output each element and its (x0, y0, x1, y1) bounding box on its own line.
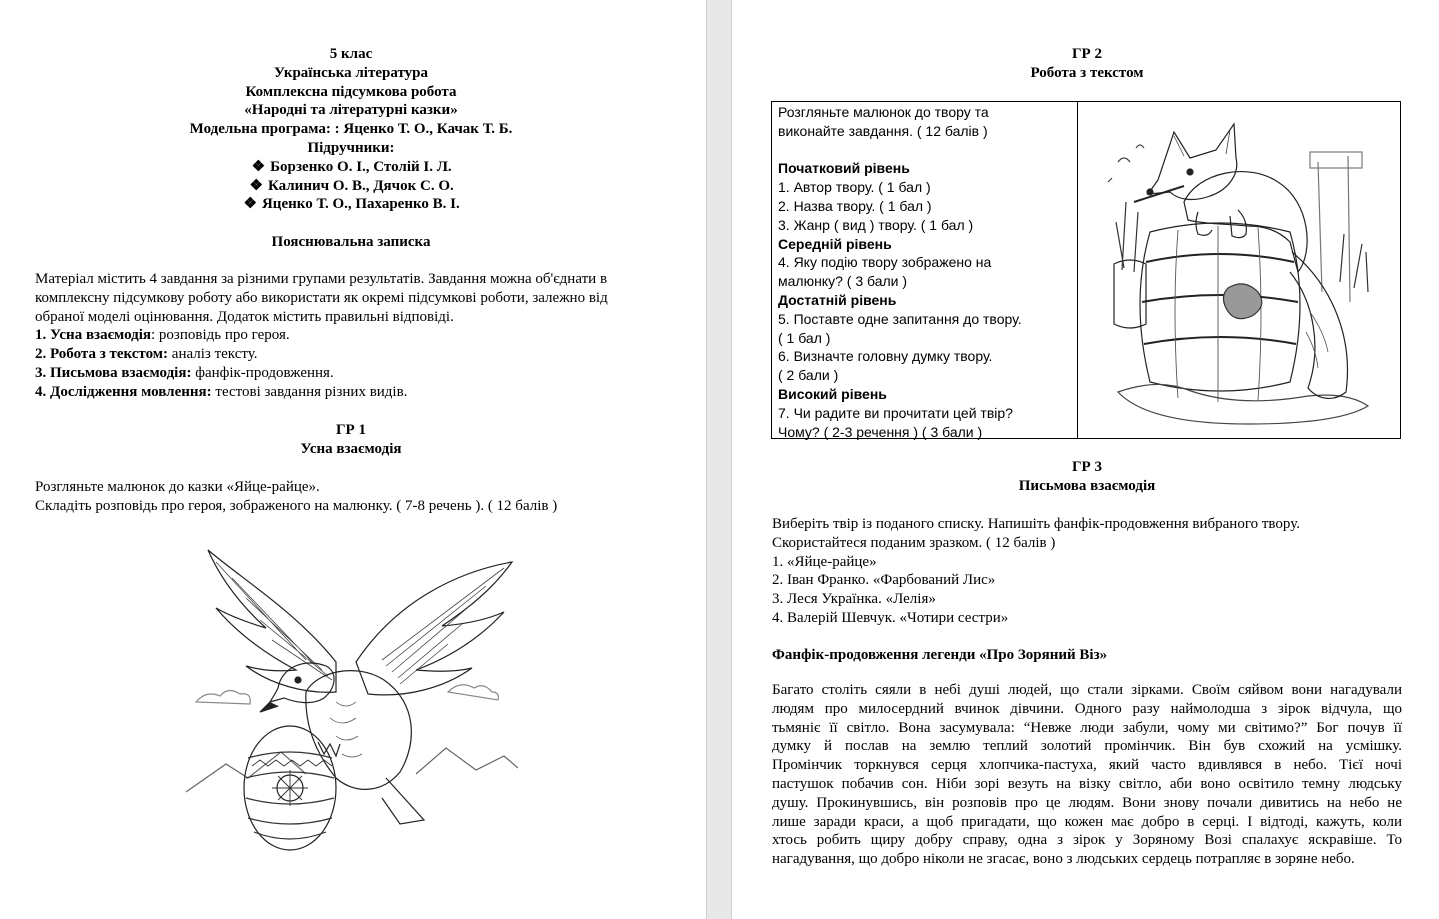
gr3-work-option: 4. Валерій Шевчук. «Чотири сестри» (772, 609, 1009, 626)
topic-line: «Народні та літературні казки» (244, 102, 458, 119)
subject-line: Українська література (274, 64, 428, 81)
note-line: обраної моделі оцінювання. Додаток містить правильні відповіді. (35, 308, 454, 325)
gr2-task-cell (772, 102, 1078, 438)
note-item: 2. Робота з текстом: аналіз тексту. (35, 346, 258, 363)
bullet-icon: ❖ (243, 196, 257, 213)
fanfic-line: тьмяніє її світло. Вона засумувала: “Невже люди забули, чому ми світимо?” Бог почув її (772, 719, 1402, 736)
textbook-item: ❖ Борзенко О. І., Столій І. Л. (251, 158, 452, 175)
task-line: 3. Жанр ( вид ) твору. ( 1 бал ) (778, 216, 974, 233)
fanfic-title: Фанфік-продовження легенди «Про Зоряний Віз» (772, 647, 1108, 663)
textbook-item: ❖ Калинич О. В., Дячок С. О. (249, 177, 454, 194)
eagle-egg-illustration (186, 542, 518, 856)
gr3-work-option: 3. Леся Українка. «Лелія» (772, 591, 936, 608)
work-type-line: Комплексна підсумкова робота (245, 83, 457, 100)
task-line: 6. Визначте головну думку твору. (778, 348, 993, 365)
fanfic-line: хтось робить щиру добру справу, одна з зірок у Зоряному Возі спалахує яскравіше. То (772, 832, 1402, 849)
task-line: 5. Поставте одне запитання до твору. (778, 310, 1022, 327)
fanfic-paragraph (772, 681, 1402, 869)
fanfic-line: Промінчик торкнувся серця хлопчика-пастуха, який часто вдивлявся в небо. Тієї ночі (772, 757, 1402, 774)
task-line: Розгляньте малюнок до твору та (778, 104, 989, 120)
note-item: 1. Усна взаємодія: розповідь про героя. (35, 327, 290, 344)
gr2-task-table (771, 101, 1401, 439)
bullet-icon: ❖ (251, 158, 266, 175)
level-heading: Початковий рівень (778, 160, 910, 177)
task-line: Чому? ( 2-3 речення ) ( 3 бали ) (778, 423, 983, 440)
task-line: виконайте завдання. ( 12 балів ) (778, 122, 988, 139)
gr3-task-line: Виберіть твір із поданого списку. Напишіть фанфік-продовження вибраного твору. (772, 516, 1300, 532)
document-header (35, 45, 667, 214)
grade-line: 5 клас (329, 46, 373, 62)
explanatory-note (35, 270, 675, 402)
fanfic-line: Багато століть сяяли в небі душі людей, що стали зірками. Своїм сяйвом вони нагадували (772, 682, 1402, 698)
gr1-subtitle: Усна взаємодія (300, 440, 402, 457)
bullet-icon: ❖ (249, 177, 263, 194)
gr2-heading (772, 45, 1402, 83)
task-line: ( 1 бал ) (778, 329, 831, 346)
gr3-work-option: 1. «Яйце-райце» (772, 553, 877, 570)
gr1-title: ГР 1 (336, 422, 366, 438)
gr3-task-line: Скористайтеся поданим зразком. ( 12 балів ) (772, 534, 1056, 551)
fanfic-line: думку й послав на землю теплий золотий промінчик. Він був схожий на усмішку. (772, 738, 1402, 755)
task-line: ( 2 бали ) (778, 367, 839, 384)
task-line: 7. Чи радите ви прочитати цей твір? (778, 404, 1013, 421)
note-item: 4. Дослідження мовлення: тестові завдання різних видів. (35, 383, 408, 400)
task-line: 2. Назва твору. ( 1 бал ) (778, 197, 932, 214)
textbooks-heading: Підручники: (307, 139, 395, 156)
gr3-subtitle: Письмова взаємодія (1018, 477, 1156, 494)
fanfic-line: нагадування, що добро ніколи не згасає, воно з людських сердець потрапляє в зоряне небо. (772, 851, 1355, 868)
fanfic-line: душу. Прокинувшись, він розповів про це людям. Вони знову почали дивитись на небо не (772, 794, 1402, 811)
gr1-heading (35, 421, 667, 459)
note-line: Матеріал містить 4 завдання за різними групами результатів. Завдання можна об'єднати в (35, 271, 608, 287)
task-line: 1. Автор твору. ( 1 бал ) (778, 179, 931, 196)
page-left-edge (706, 0, 707, 919)
note-item: 3. Письмова взаємодія: фанфік-продовження. (35, 364, 334, 381)
note-title: Пояснювальна записка (271, 234, 431, 250)
fanfic-line: людям про милосердний вчинок дівчини. Одного разу наймолодша з зірок відчула, що (772, 700, 1402, 717)
level-heading: Середній рівень (778, 235, 892, 252)
gr1-task-line: Складіть розповідь про героя, зображеного на малюнку. ( 7-8 речень ). ( 12 балів ) (35, 497, 558, 514)
note-line: комплексну підсумкову роботу або використати як окремі підсумкові роботи, залежно від (35, 289, 608, 306)
gr3-task (772, 515, 1412, 628)
fanfic-line: пастушок побачив сон. Ніби зорі везуть на візку світло, аби воно освітило темну людську (772, 775, 1402, 792)
gr3-heading (772, 458, 1402, 496)
task-line: малюнку? ( 3 бали ) (778, 273, 908, 290)
gr3-title: ГР 3 (1072, 459, 1102, 475)
task-line (778, 141, 1071, 160)
program-line: Модельна програма: : Яценко Т. О., Качак Т. Б. (189, 121, 513, 138)
task-line: 4. Яку подію твору зображено на (778, 254, 992, 271)
gr1-task-line: Розгляньте малюнок до казки «Яйце-райце». (35, 479, 320, 495)
gr3-work-option: 2. Іван Франко. «Фарбований Лис» (772, 572, 996, 589)
level-heading: Достатній рівень (778, 291, 897, 308)
textbook-item: ❖ Яценко Т. О., Пахаренко В. І. (243, 196, 460, 213)
gr2-subtitle: Робота з текстом (1030, 64, 1144, 81)
fanfic-line: лише заради краси, а щоб пригадати, що кожен має добро в серці. І відтоді, кажуть, коли (772, 813, 1402, 830)
fox-barrel-illustration (1078, 102, 1400, 438)
level-heading: Високий рівень (778, 385, 887, 402)
gr1-task (35, 478, 675, 516)
gr2-title: ГР 2 (1072, 46, 1102, 62)
